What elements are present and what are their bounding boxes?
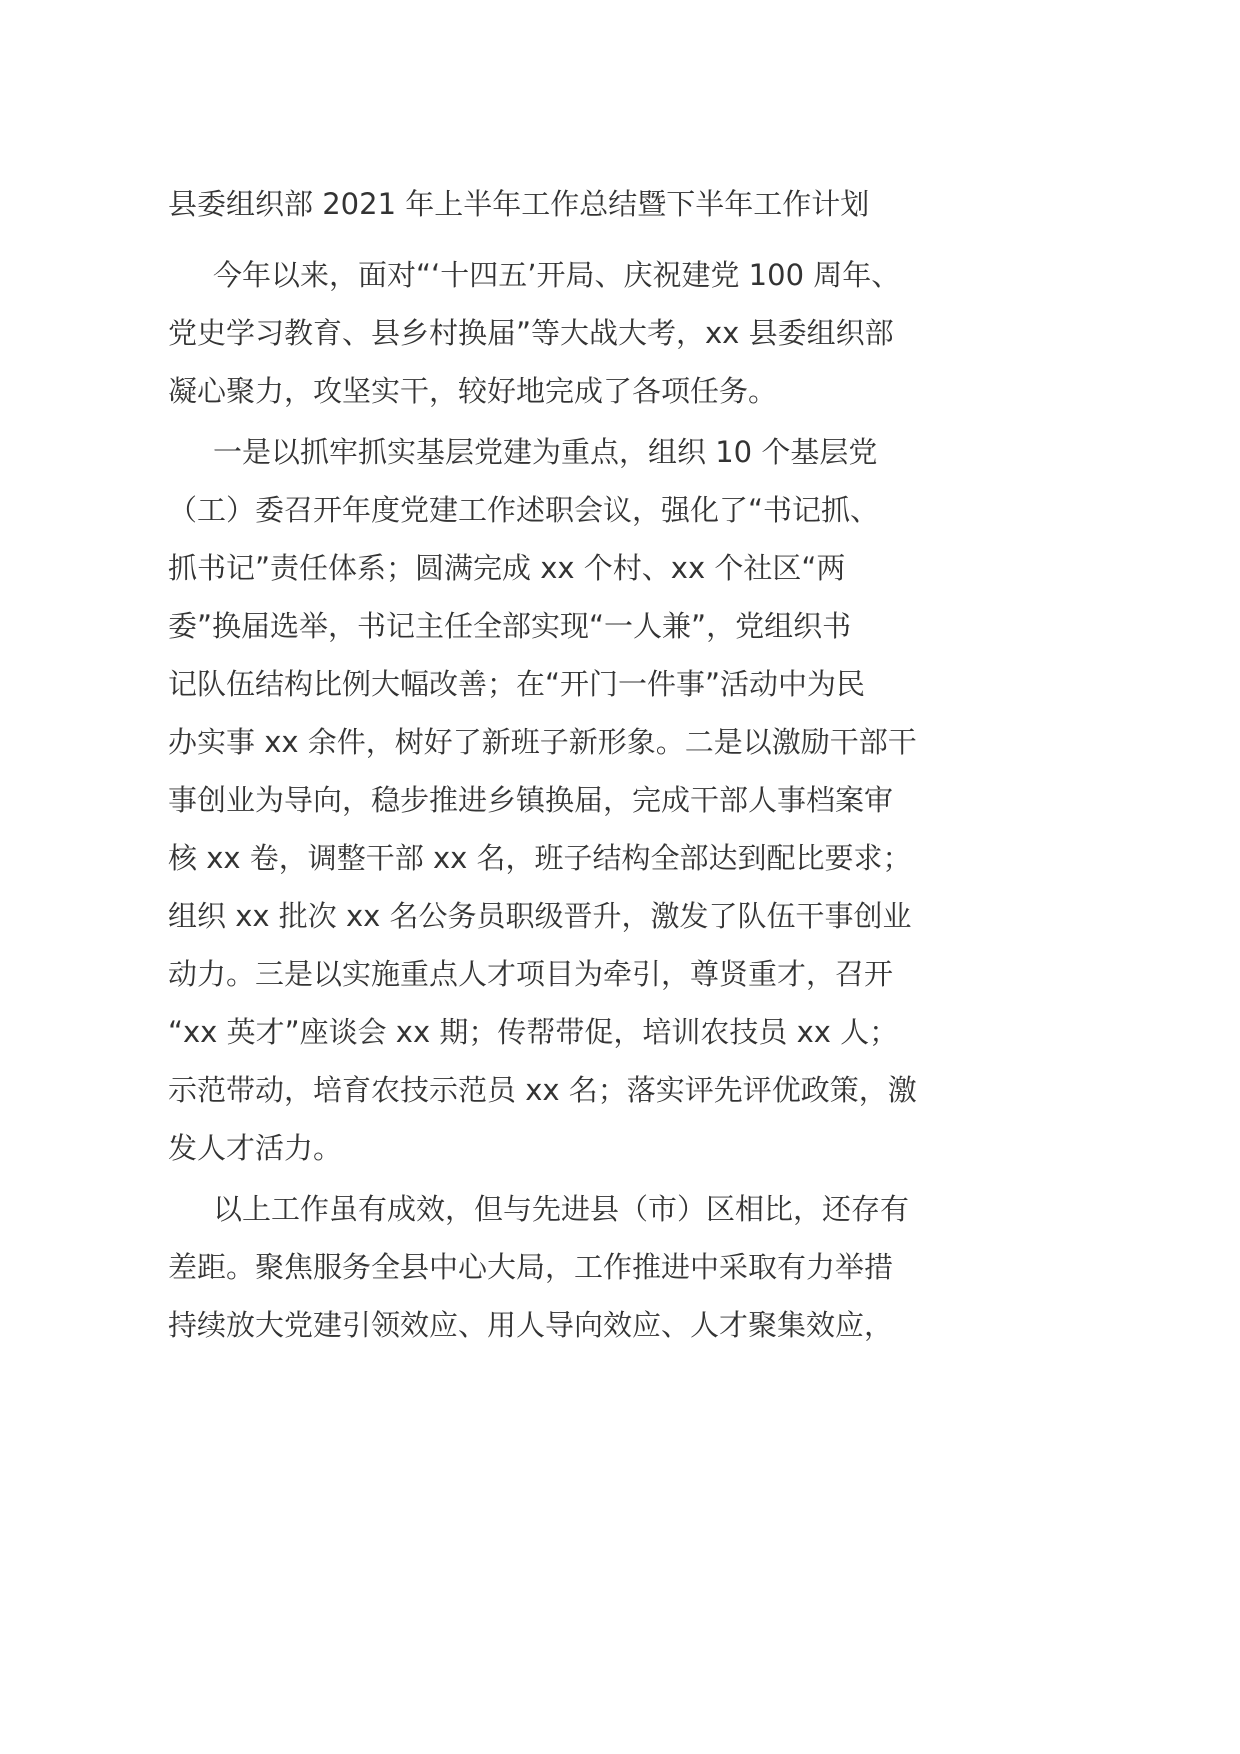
- text-line: 党史学习教育、县乡村换届”等大战大考，xx 县委组织部: [168, 316, 894, 350]
- text-line: 今年以来，面对“‘十四五’开局、庆祝建党 100 周年、: [213, 258, 901, 292]
- text-line: 核 xx 卷，调整干部 xx 名，班子结构全部达到配比要求；: [168, 841, 912, 875]
- text-line: 示范带动，培育农技示范员 xx 名；落实评先评优政策，激: [168, 1073, 917, 1107]
- text-line: “xx 英才”座谈会 xx 期；传帮带促，培训农技员 xx 人；: [168, 1015, 899, 1049]
- paragraph-2: [168, 431, 1088, 1185]
- text-line: （工）委召开年度党建工作述职会议，强化了“书记抓、: [168, 493, 880, 527]
- text-line: 事创业为导向，稳步推进乡镇换届，完成干部人事档案审: [168, 783, 894, 817]
- document-body: [168, 254, 1088, 1362]
- text-line: 发人才活力。: [168, 1131, 343, 1165]
- text-line: 委”换届选举，书记主任全部实现“一人兼”，党组织书: [168, 609, 852, 643]
- text-line: 凝心聚力，攻坚实干，较好地完成了各项任务。: [168, 374, 778, 408]
- text-line: 持续放大党建引领效应、用人导向效应、人才聚集效应，: [168, 1308, 894, 1342]
- text-line: 一是以抓牢抓实基层党建为重点，组织 10 个基层党: [213, 435, 878, 469]
- paragraph-1: [168, 254, 1088, 428]
- text-line: 差距。聚焦服务全县中心大局，工作推进中采取有力举措: [168, 1250, 894, 1284]
- text-line: 组织 xx 批次 xx 名公务员职级晋升，激发了队伍干事创业: [168, 899, 912, 933]
- text-line: 动力。三是以实施重点人才项目为牵引，尊贤重才，召开: [168, 957, 894, 991]
- text-line: 抓书记”责任体系；圆满完成 xx 个村、xx 个社区“两: [168, 551, 846, 585]
- text-line: 记队伍结构比例大幅改善；在“开门一件事”活动中为民: [168, 667, 866, 701]
- document-title: 县委组织部 2021 年上半年工作总结暨下半年工作计划: [168, 187, 870, 221]
- paragraph-3: [168, 1188, 1088, 1362]
- text-line: 办实事 xx 余件，树好了新班子新形象。二是以激励干部干: [168, 725, 917, 759]
- text-line: 以上工作虽有成效，但与先进县（市）区相比，还存有: [213, 1192, 910, 1226]
